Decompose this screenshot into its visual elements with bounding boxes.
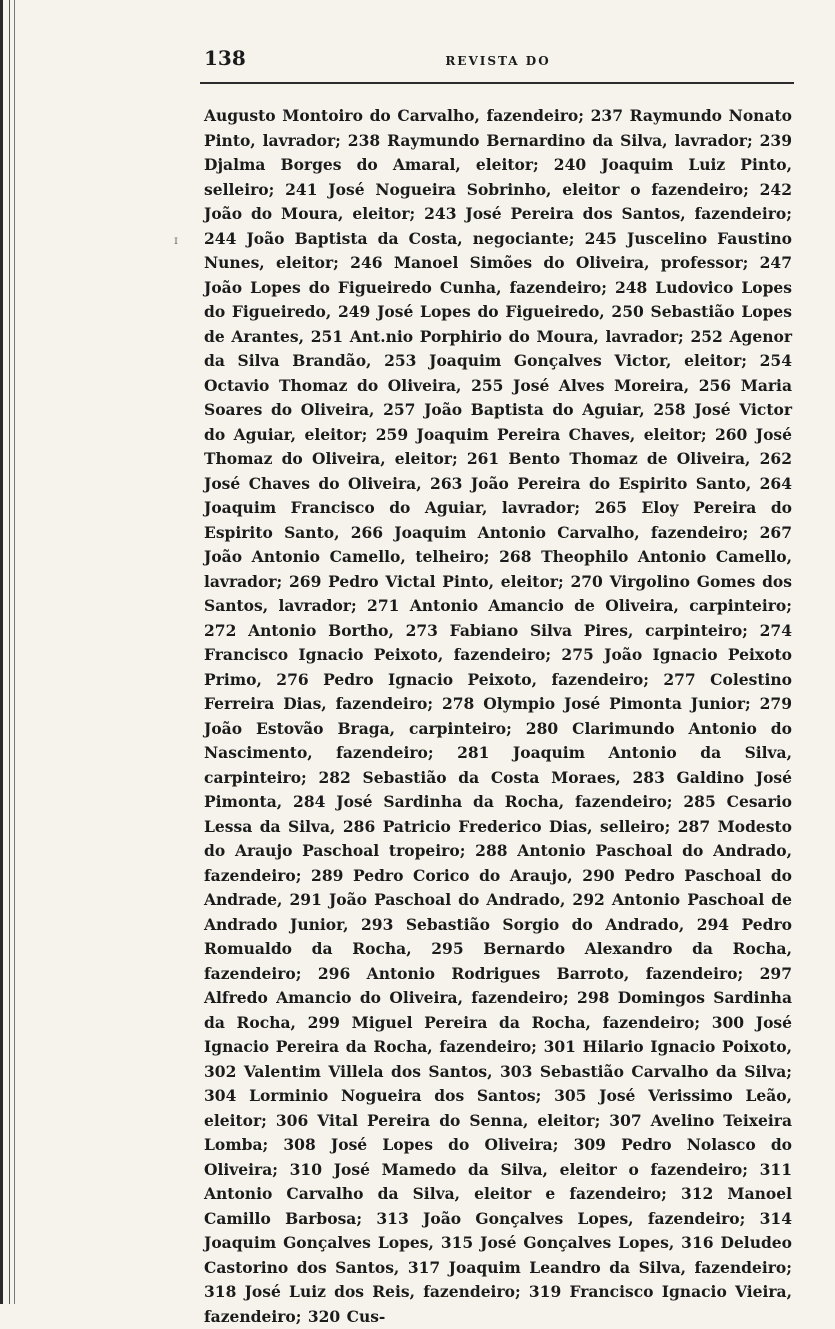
- book-binding-edge: [0, 0, 24, 1304]
- body-paragraph: Augusto Montoiro do Carvalho, fazendeiro; 237 Raymundo Nonato Pinto, lavrador; 238 Raymundo Bernardino da Silva, lavrador; 239 Djalma Borges do Amaral, eleitor; 240 Joaquim Luiz Pinto, selleiro; 241 José Nogueira Sobrinho, eleitor o fazendeiro; 242 João do Moura, eleitor; 243 José Pereira dos Santos, fazendeiro; 244 João Baptista da Costa, negociante; 245 Juscelino Faustino Nunes, eleitor; 246 Manoel Simões do Oliveira, professor; 247 João Lopes do Figueiredo Cunha, fazendeiro; 248 Ludovico Lopes do Figueiredo, 249 José Lopes do Figueiredo, 250 Sebastião Lopes de Arantes, 251 Ant.nio Porphirio do Moura, lavrador; 252 Agenor da Silva Brandão, 253 Joaquim Gonçalves Victor, eleitor; 254 Octavio Thomaz do Oliveira, 255 José Alves Moreira, 256 Maria Soares do Oliveira, 257 João Baptista do Aguiar, 258 José Victor do Aguiar, eleitor; 259 Joaquim Pereira Chaves, eleitor; 260 José Thomaz do Oliveira, eleitor; 261 Bento Thomaz de Oliveira, 262 José Chaves do Oliveira, 263 João Pereira do Espirito Santo, 264 Joaquim Francisco do Aguiar, lavrador; 265 Eloy Pereira do Espirito Santo, 266 Joaquim Antonio Carvalho, fazendeiro; 267 João Antonio Camello, telheiro; 268 Theophilo Antonio Camello, lavrador; 269 Pedro Victal Pinto, eleitor; 270 Virgolino Gomes dos Santos, lavrador; 271 Antonio Amancio de Oliveira, carpinteiro; 272 Antonio Bortho, 273 Fabiano Silva Pires, carpinteiro; 274 Francisco Ignacio Peixoto, fazendeiro; 275 João Ignacio Peixoto Primo, 276 Pedro Ignacio Peixoto, fazendeiro; 277 Colestino Ferreira Dias, fazendeiro; 278 Olympio José Pimonta Junior; 279 João Estovão Braga, carpinteiro; 280 Clarimundo Antonio do Nascimento, fazendeiro; 281 Joaquim Antonio da Silva, carpinteiro; 282 Sebastião da Costa Moraes, 283 Galdino José Pimonta, 284 José Sardinha da Rocha, fazendeiro; 285 Cesario Lessa da Silva, 286 Patricio Frederico Dias, selleiro; 287 Modesto do Araujo Paschoal tropeiro; 288 Antonio Paschoal do Andrado, fazendeiro; 289 Pedro Corico do Araujo, 290 Pedro Paschoal do Andrade, 291 João Paschoal do Andrado, 292 Antonio Paschoal de Andrado Junior, 293 Sebastião Sorgio do Andrado, 294 Pedro Romualdo da Rocha, 295 Bernardo Alexandro da Rocha, fazendeiro; 296 Antonio Rodrigues Barroto, fazendeiro; 297 Alfredo Amancio do Oliveira, fazendeiro; 298 Domingos Sardinha da Rocha, 299 Miguel Pereira da Rocha, fazendeiro; 300 José Ignacio Pereira da Rocha, fazendeiro; 301 Hilario Ignacio Poixoto, 302 Valentim Villela dos Santos, 303 Sebastião Carvalho da Silva; 304 Lorminio Nogueira dos Santos; 305 José Verissimo Leão, eleitor; 306 Vital Pereira do Senna, eleitor; 307 Avelino Teixeira Lomba; 308 José Lopes do Oliveira; 309 Pedro Nolasco do Oliveira; 310 José Mamedo da Silva, eleitor o fazendeiro; 311 Antonio Carvalho da Silva, eleitor e fazendeiro; 312 Manoel Camillo Barbosa; 313 João Gonçalves Lopes, fazendeiro; 314 Joaquim Gonçalves Lopes, 315 José Gonçalves Lopes, 316 Deludeo Castorino dos Santos, 317 Joaquim Leandro da Silva, fazendeiro; 318 José Luiz dos Reis, fazendeiro; 319 Francisco Ignacio Vieira, fazendeiro; 320 Cus-: [204, 106, 792, 1326]
- header-rule: [200, 82, 794, 84]
- margin-mark: ɪ: [174, 233, 178, 247]
- page-number: 138: [204, 46, 246, 70]
- page-header: [204, 44, 792, 80]
- running-head: REVISTA DO: [445, 54, 551, 68]
